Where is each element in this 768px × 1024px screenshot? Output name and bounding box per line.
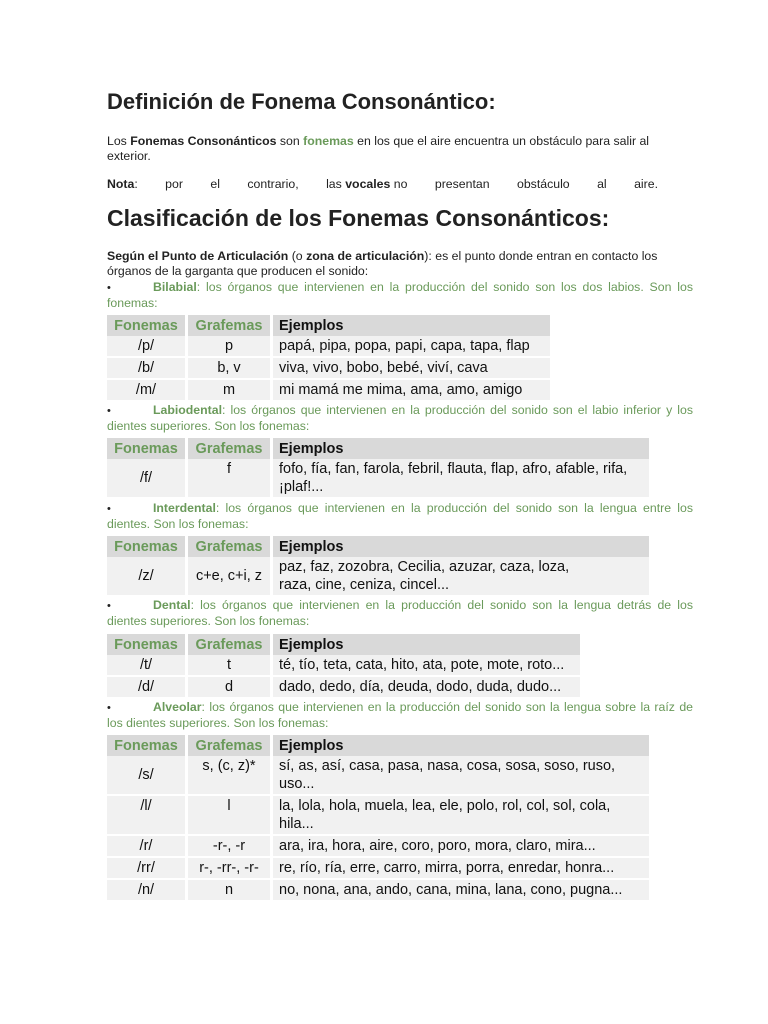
definition-paragraph: Los Fonemas Consonánticos son fonemas en los que el aire encuentra un obstáculo para salir al exterior. <box>107 134 650 163</box>
fonemas-link[interactable]: fonemas <box>303 134 354 148</box>
table-row: /d/ d dado, dedo, día, deuda, dodo, duda, dudo... <box>107 677 580 699</box>
table-row: /l/ l la, lola, hola, muela, lea, ele, polo, rol, col, sol, cola, hila... <box>107 796 649 836</box>
table-row: /rr/ r-, -rr-, -r- re, río, ría, erre, carro, mirra, porra, enredar, honra... <box>107 858 649 880</box>
intro-paragraph: Según el Punto de Articulación (o zona de articulación): es el punto donde entran en contacto los órganos de la garganta que producen el sonido: <box>107 249 658 278</box>
table-header: Fonemas Grafemas Ejemplos <box>107 438 649 459</box>
bullet-icon: • <box>107 600 111 612</box>
bullet-icon: • <box>107 702 111 714</box>
table-row: /b/ b, v viva, vivo, bobo, bebé, viví, cava <box>107 358 550 380</box>
labiodental-description: • Labiodental: los órganos que intervienen en la producción del sonido son el labio inferior y los dientes superiores. Son los fonemas: <box>107 403 693 433</box>
table-row: /r/ -r-, -r ara, ira, hora, aire, coro, poro, mora, claro, mira... <box>107 836 649 858</box>
table-row: /n/ n no, nona, ana, ando, cana, mina, lana, cono, pugna... <box>107 880 649 902</box>
bullet-icon: • <box>107 503 111 515</box>
table-row: /f/ f fofo, fía, fan, farola, febril, flauta, flap, afro, afable, rifa, ¡plaf!... <box>107 459 649 499</box>
alveolar-table <box>107 735 649 902</box>
bilabial-description: • Bilabial: los órganos que intervienen en la producción del sonido son los dos labios. Son los fonemas: <box>107 280 693 310</box>
interdental-table <box>107 536 649 597</box>
nota-paragraph: Nota: por el contrario, las vocales no presentan obstáculo al aire. <box>107 177 658 191</box>
labiodental-table <box>107 438 649 499</box>
bullet-icon: • <box>107 405 111 417</box>
interdental-description: • Interdental: los órganos que intervienen en la producción del sonido son la lengua entre los dientes. Son los fonemas: <box>107 501 693 531</box>
table-row: /z/ c+e, c+i, z paz, faz, zozobra, Cecilia, azuzar, caza, loza, raza, cine, ceniza, cincel... <box>107 557 649 597</box>
table-row: /p/ p papá, pipa, popa, papi, capa, tapa, flap <box>107 336 550 358</box>
table-row: /t/ t té, tío, teta, cata, hito, ata, pote, mote, roto... <box>107 655 580 677</box>
table-header: Fonemas Grafemas Ejemplos <box>107 735 649 756</box>
heading-definicion: Definición de Fonema Consonántico: <box>107 89 496 114</box>
dental-description: • Dental: los órganos que intervienen en la producción del sonido son la lengua detrás de los dientes superiores. Son los fonemas: <box>107 598 693 628</box>
alveolar-description: • Alveolar: los órganos que intervienen en la producción del sonido son la lengua sobre la raíz de los dientes superiores. Son los fonemas: <box>107 700 693 730</box>
table-header: Fonemas Grafemas Ejemplos <box>107 315 550 336</box>
table-row: /s/ s, (c, z)* sí, as, así, casa, pasa, nasa, cosa, sosa, soso, ruso, uso... <box>107 756 649 796</box>
heading-clasificacion: Clasificación de los Fonemas Consonánticos: <box>107 205 610 231</box>
bilabial-table <box>107 315 550 402</box>
bullet-icon: • <box>107 282 111 294</box>
table-row: /m/ m mi mamá me mima, ama, amo, amigo <box>107 380 550 402</box>
table-header: Fonemas Grafemas Ejemplos <box>107 634 580 655</box>
dental-table <box>107 634 580 699</box>
table-header: Fonemas Grafemas Ejemplos <box>107 536 649 557</box>
